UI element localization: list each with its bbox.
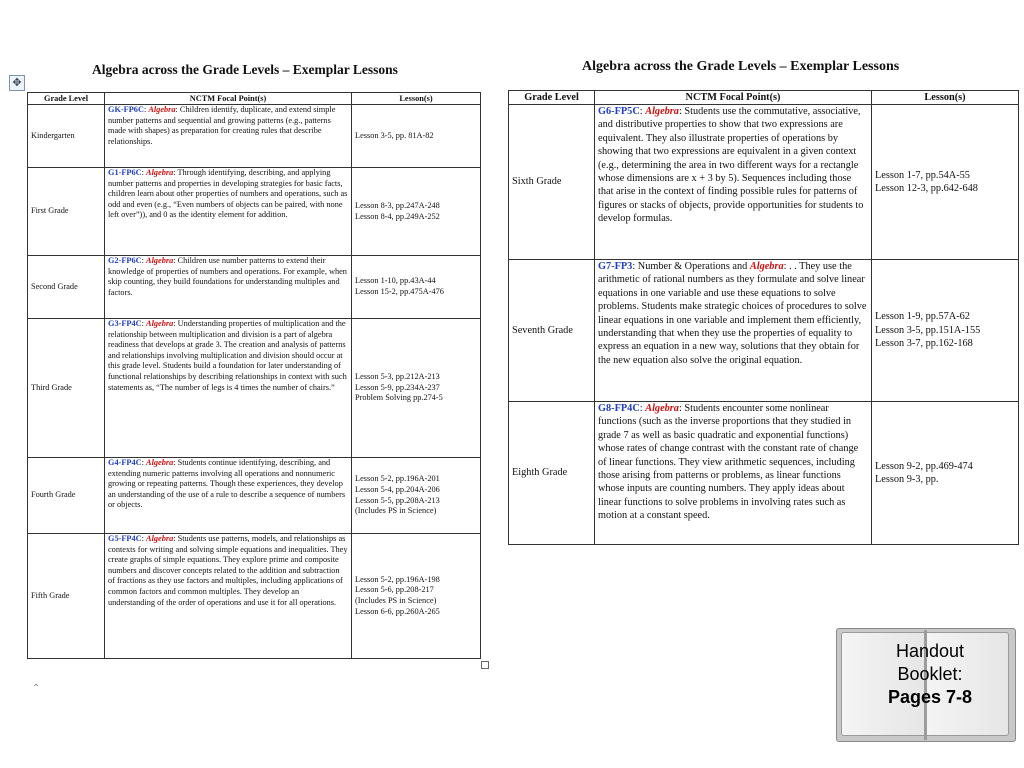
grade-level-cell: Kindergarten [28,105,105,168]
grade-level-cell: First Grade [28,168,105,256]
table-row [28,168,481,256]
focal-point-cell: G6-FP5C: Algebra: Students use the commutative, associative, and distributive properties to show that two expressions are equivalent. They also illustrate properties of operations by showing that two expressions are equivalent in a given context (e.g., determining the area in two different ways for a rectangle whose dimensions are x + 3 by 5). Sequences including those that arise in the context of finding possible rules for patterns of figures or stacks of objects, provide opportunities for students to develop formulas. [595,105,872,260]
lesson-line: Lesson 12-3, pp.642-648 [875,183,978,194]
focal-point-cell: G3-FP4C: Algebra: Understanding properties of multiplication and the relationship between multiplication and division is a part of algebra readiness that develops at grade 3. The creation and analysis of patterns and relationships involving multiplication and division should occur at this grade level. Students build a foundation for later understanding of functional relationships by describing relationships in context with such statements as, “The number of legs is 4 times the number of chairs.” [105,319,352,458]
lesson-line: Lesson 9-3, pp. [875,474,939,485]
table-row [509,402,1019,545]
algebra-label: Algebra [749,261,784,272]
lesson-line: Lesson 3-7, pp.162-168 [875,338,973,350]
lesson-line: Lesson 15-2, pp.475A-476 [355,287,444,296]
resize-handle-icon[interactable] [481,661,489,669]
focal-point-cell: G5-FP4C: Algebra: Students use patterns, models, and relationships as contexts for writing and solving simple equations and inequalities. They create graphs of simple equations. They explore prime and composite numbers and discover concepts related to the addition and subtraction of fractions as they use factors and multiples, including applications of common factors and common multiples. They develop an understanding of the order of operations and use it for all operations. [105,534,352,659]
move-handle-icon[interactable]: ✥ [9,75,25,91]
booklet-pages: Pages 7-8 [887,687,973,707]
lessons-cell [872,260,1019,402]
lesson-line: Lesson 1-7, pp.54A-55 [875,169,970,181]
lessons-cell [352,105,481,168]
lessons-cell [872,402,1019,545]
focal-point-cell: G4-FP4C: Algebra: Students continue identifying, describing, and extending numeric patterns involving all operations and nonnumeric growing or repeating patterns. Though these experiences, they develop an understanding of the use of a rule to describe a sequence of numbers or objects. [105,458,352,534]
grade-level-cell: Second Grade [28,256,105,319]
lessons-cell [352,458,481,534]
focal-point-cell: G2-FP6C: Algebra: Children use number patterns to extend their knowledge of properties of numbers and operations. For example, when skip counting, they build foundations for understanding multiples and factors. [105,256,352,319]
focal-point-text: : Students use the commutative, associative, and distributive properties to show that two expressions are equivalent. They also illustrate properties of operations by showing that two expressions are equivalent in a given context (e.g., determining the area in two different ways for a rectangle whose dimensions are x + 3 by 5). Sequences including those that arise in the context of finding possible rules for patterns of figures or stacks of objects, provide opportunities for students to develop formulas. [598,106,864,225]
lessons-cell [352,168,481,256]
focal-point-code: G5-FP4C [108,534,142,543]
header-focal-points: NCTM Focal Point(s) [105,93,352,105]
header-lessons: Lesson(s) [872,91,1019,105]
focal-point-code: G6-FP5C [598,106,640,117]
focal-point-text: : Students encounter some nonlinear functions (such as the inverse proportions that they studied in grade 7 as well as basic quadratic and exponential functions) whose rates of change contrast with the constant rate of change of linear functions. They view arithmetic sequences, including those arising from patterns or problems, as linear functions whose inputs are counting numbers. They apply ideas about linear functions to solve problems in involving rates such as motion at a constant speed. [598,403,859,522]
table-row [509,260,1019,402]
grade-level-cell: Sixth Grade [509,105,595,260]
grade-level-cell: Seventh Grade [509,260,595,402]
algebra-label: Algebra [148,105,176,114]
algebra-label: Algebra [146,458,174,467]
lesson-line: Lesson 9-2, pp.469-474 [875,460,973,472]
grade-level-cell: Fifth Grade [28,534,105,659]
focal-point-code: G2-FP6C [108,256,142,265]
algebra-label: Algebra [645,106,679,117]
right-lessons-table [508,90,1019,545]
lesson-line: Lesson 5-2, pp.196A-198 [355,574,440,584]
focal-point-text: : Students use patterns, models, and relationships as contexts for writing and solving simple equations and inequalities. They create graphs of simple equations. They explore prime and composite numbers and discover concepts related to the addition and subtraction of fractions as they use factors and multiples, including applications of common factors and common multiples. They develop an understanding of the order of operations and use it for all operations. [108,534,348,607]
focal-point-text: : Children use number patterns to extend their knowledge of properties of numbers and operations. For example, when skip counting, they build foundations for understanding multiples and factors. [108,256,347,297]
lesson-line: Lesson 5-5, pp.208A-213 [355,495,440,505]
lesson-line: Problem Solving pp.274-5 [355,393,443,403]
focal-point-code: G1-FP6C [108,168,142,177]
focal-point-code: G3-FP4C [108,319,142,328]
focal-point-cell [595,260,872,402]
focal-point-prefix: : Number & Operations and [632,261,750,272]
booklet-caption [880,640,980,709]
focal-point-code: GK-FP6C [108,105,144,114]
booklet-line-2: Booklet: [897,664,963,684]
header-grade-level: Grade Level [509,91,595,105]
left-lessons-table [27,92,481,659]
lesson-line: Lesson 8-3, pp.247A-248 [355,200,440,210]
header-focal-points: NCTM Focal Point(s) [595,91,872,105]
focal-point-text: : . . They use the arithmetic of rational numbers as they formulate and solve linear equations in one variable and use these equations to solve problems. Students make strategic choices of procedures to solve linear equations in one variable and implement them efficiently, understanding that when they use the properties of equality to express an equation in a new way, solutions that they obtain for the new equation also solve the original equation. [598,261,867,366]
table-header-row [509,91,1019,105]
focal-point-cell: G1-FP6C: Algebra: Through identifying, describing, and applying number patterns and properties in developing strategies for basic facts, children learn about other properties of numbers and operations, such as odd and even (e.g., “Even numbers of objects can be paired, with none left over”)), and 0 as the identity element for addition. [105,168,352,256]
lesson-line: (Includes PS in Science) [355,506,437,516]
lessons-cell [872,105,1019,260]
table-header-row [28,93,481,105]
handout-booklet [836,628,1016,742]
lesson-line: Lesson 3-5, pp.151A-155 [875,324,981,336]
focal-point-code: G8-FP4C [598,403,640,414]
focal-point-code: G7-FP3 [598,261,633,272]
focal-point-text: : Students continue identifying, describing, and extending numeric patterns involving all operations and nonnumeric growing or repeating patterns. Though these experiences, they develop an understanding of the use of a rule to describe a sequence of numbers or objects. [108,458,346,510]
lesson-line: Lesson 5-2, pp.196A-201 [355,474,440,484]
lesson-line: Lesson 5-3, pp.212A-213 [355,372,440,382]
algebra-label: Algebra [146,256,174,265]
lessons-cell [352,319,481,458]
algebra-label: Algebra [146,168,174,177]
lesson-line: Lesson 1-10, pp.43A-44 [355,276,436,286]
table-row [509,105,1019,260]
algebra-label: Algebra [146,319,174,328]
lesson-line: Lesson 1-9, pp.57A-62 [875,311,970,323]
lesson-line: Lesson 6-6, pp.260A-265 [355,606,440,616]
table-row [28,105,481,168]
focal-point-cell: G8-FP4C: Algebra: Students encounter some nonlinear functions (such as the inverse proportions that they studied in grade 7 as well as basic quadratic and exponential functions) whose rates of change contrast with the constant rate of change of linear functions. They view arithmetic sequences, including those arising from patterns or problems, as linear functions whose inputs are counting numbers. They apply ideas about linear functions to solve problems in involving rates such as motion at a constant speed. [595,402,872,545]
focal-point-text: : Through identifying, describing, and applying number patterns and properties in developing strategies for basic facts, children learn about other properties of numbers and operations, such as odd and even (e.g., “Even numbers of objects can be paired, with none left over”)), and 0 as the identity element for addition. [108,168,348,220]
lesson-line: Lesson 5-4, pp.204A-206 [355,484,440,494]
focal-point-text: : Understanding properties of multiplication and the relationship between multiplication and division is a part of algebra readiness that develops at grade 3. The creation and analysis of patterns and relationships involving multiplication and division should occur at this grade level. Students build a foundation for later understanding of functional relationships by describing relationships in context with such statements as, “The number of legs is 4 times the number of chairs.” [108,319,347,392]
lesson-line: Lesson 5-6, pp.208-217 [355,585,434,595]
lesson-line: Lesson 5-9, pp.234A-237 [355,382,440,392]
focal-point-text: : Children identify, duplicate, and extend simple number patterns and sequential and growing patterns (e.g., patterns made with shapes) as preparation for creating rules that describe relationships. [108,105,336,146]
grade-level-cell: Third Grade [28,319,105,458]
lesson-line: Lesson 3-5, pp. 81A-82 [355,130,434,140]
focal-point-cell: GK-FP6C: Algebra: Children identify, duplicate, and extend simple number patterns and sequential and growing patterns (e.g., patterns made with shapes) as preparation for creating rules that describe relationships. [105,105,352,168]
lesson-line: (Includes PS in Science) [355,596,437,605]
lesson-line: Lesson 8-4, pp.249A-252 [355,211,440,221]
right-document-title: Algebra across the Grade Levels – Exemplar Lessons [582,59,900,74]
table-row [28,534,481,659]
table-row [28,319,481,458]
header-grade-level: Grade Level [28,93,105,105]
grade-level-cell: Eighth Grade [509,402,595,545]
focal-point-code: G4-FP4C [108,458,142,467]
algebra-label: Algebra [645,403,679,414]
text-caret-icon: ⌃ [32,683,41,694]
lessons-cell [352,534,481,659]
header-lessons: Lesson(s) [352,93,481,105]
lessons-cell [352,256,481,319]
table-row [28,458,481,534]
grade-level-cell: Fourth Grade [28,458,105,534]
left-document-title: Algebra across the Grade Levels – Exemplar Lessons [92,62,398,77]
algebra-label: Algebra [146,534,174,543]
table-row [28,256,481,319]
booklet-line-1: Handout [895,641,965,661]
